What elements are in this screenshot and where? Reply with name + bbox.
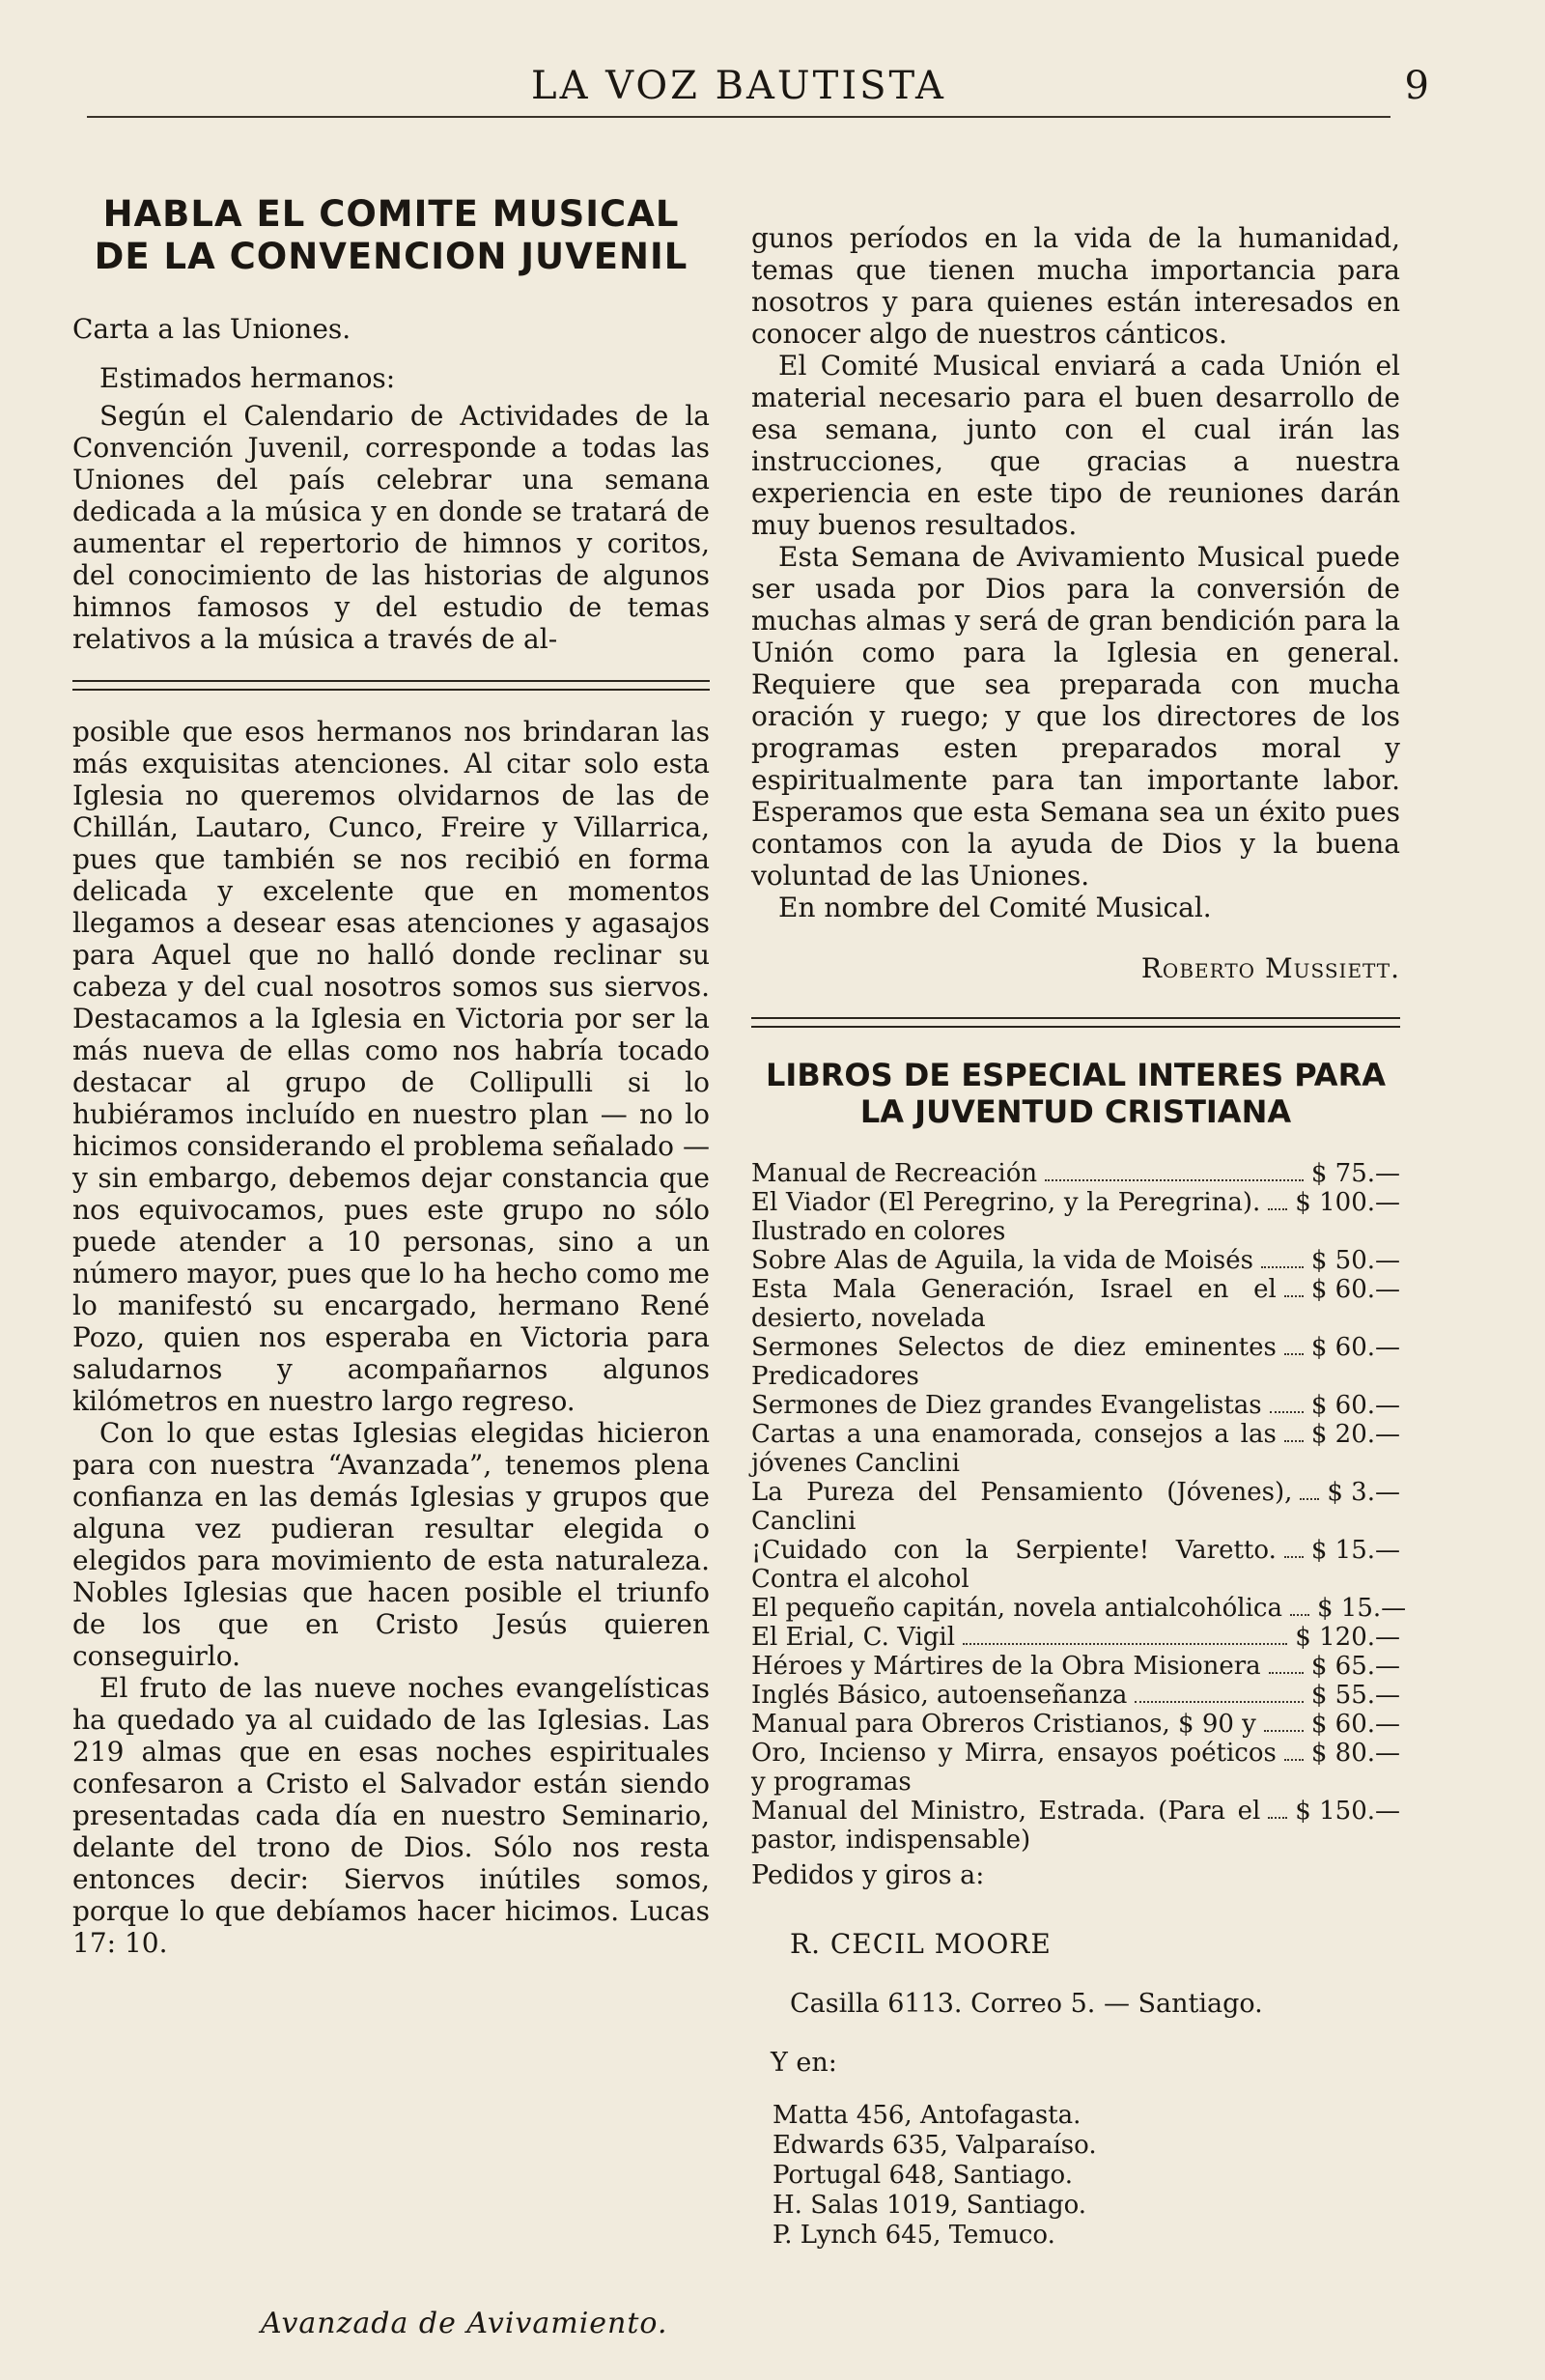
address-item: H. Salas 1019, Santiago. xyxy=(772,2191,1087,2220)
leader-dots xyxy=(1268,1208,1287,1210)
book-price: $ 75.— xyxy=(1310,1159,1400,1188)
book-title: Sobre Alas de Aguila, la vida de Moisés xyxy=(751,1246,1253,1275)
book-price: $ 60.— xyxy=(1310,1710,1400,1739)
book-item xyxy=(751,1710,1400,1739)
leader-dots xyxy=(1290,1614,1309,1616)
left-column xyxy=(72,193,710,1959)
letter-paragraph-continued: gunos períodos en la vida de la humanidad, temas que tienen mucha importancia para nosotros y para quienes están interesados en conocer algo de nuestros cánticos. xyxy=(751,222,1400,350)
signature: Roberto Mussiett. xyxy=(1140,952,1400,984)
book-price: $ 3.— xyxy=(1327,1478,1400,1507)
book-item xyxy=(751,1478,1400,1536)
salutation: Carta a las Uniones. xyxy=(72,313,351,345)
book-title: Cartas a una enamorada, consejos a las jóvenes Canclini xyxy=(751,1420,1277,1478)
leader-dots xyxy=(1269,1672,1304,1674)
running-header xyxy=(87,58,1429,118)
book-price: $ 60.— xyxy=(1310,1391,1400,1420)
leader-dots xyxy=(1264,1730,1304,1732)
book-price: $ 80.— xyxy=(1310,1739,1400,1768)
book-item xyxy=(751,1797,1400,1855)
book-item xyxy=(751,1159,1400,1188)
article-title: HABLA EL COMITE MUSICAL DE LA CONVENCION JUVENIL xyxy=(94,193,688,277)
book-title: Manual de Recreación xyxy=(751,1159,1038,1188)
book-price: $ 60.— xyxy=(1310,1333,1400,1362)
publication-title: LA VOZ BAUTISTA xyxy=(531,64,946,108)
book-item xyxy=(751,1420,1400,1478)
book-title: El pequeño capitán, novela antialcohólica xyxy=(751,1594,1282,1623)
book-item xyxy=(751,1188,1400,1246)
leader-dots xyxy=(1284,1759,1304,1761)
book-item xyxy=(751,1739,1400,1797)
right-column xyxy=(751,193,1407,2251)
book-price: $ 60.— xyxy=(1310,1275,1400,1304)
leader-dots xyxy=(1284,1556,1304,1558)
books-title: LIBROS DE ESPECIAL INTERES PARA LA JUVENTUD CRISTIANA xyxy=(766,1057,1386,1130)
book-title: Sermones Selectos de diez eminentes Predicadores xyxy=(751,1333,1277,1391)
contact-name: R. CECIL MOORE xyxy=(790,1928,1052,1960)
book-title: Sermones de Diez grandes Evangelistas xyxy=(751,1391,1262,1420)
book-price: $ 50.— xyxy=(1310,1246,1400,1275)
leader-dots xyxy=(1284,1353,1304,1355)
book-title: Manual del Ministro, Estrada. (Para el pastor, indispensable) xyxy=(751,1797,1261,1855)
book-price: $ 120.— xyxy=(1295,1623,1400,1652)
greeting: Estimados hermanos: xyxy=(99,362,396,394)
article-paragraph-4: El fruto de las nueve noches evangelísticas ha quedado ya al cuidado de las Iglesias. Las 219 almas que en esas noches espirituales confesaron a Cristo el Salvador están siendo presentadas cada día en nuestro Seminario, delante del trono de Dios. Sólo nos resta entonces decir: Siervos inútiles somos, porque lo que debíamos hacer hicimos. Lucas 17: 10. xyxy=(72,1672,710,1959)
book-title: Esta Mala Generación, Israel en el desierto, novelada xyxy=(751,1275,1277,1333)
book-item xyxy=(751,1275,1400,1333)
book-item xyxy=(751,1391,1400,1420)
book-title: Manual para Obreros Cristianos, $ 90 y xyxy=(751,1710,1256,1739)
book-item xyxy=(751,1681,1400,1710)
book-price: $ 20.— xyxy=(1310,1420,1400,1449)
leader-dots xyxy=(1284,1295,1304,1297)
article-paragraph-1: Según el Calendario de Actividades de la Convención Juvenil, corresponde a todas las Uniones del país celebrar una semana dedicada a la música y en donde se tratará de aumentar el repertorio de himnos y coritos, del conocimiento de las historias de algunos himnos famosos y del estudio de temas relativos a la música a través de al- xyxy=(72,400,710,655)
book-list xyxy=(751,1159,1407,1855)
book-title: Inglés Básico, autoenseñanza xyxy=(751,1681,1128,1710)
leader-dots xyxy=(1045,1179,1304,1181)
address-item: Edwards 635, Valparaíso. xyxy=(772,2131,1097,2160)
letter-paragraph-3: Esta Semana de Avivamiento Musical puede ser usada por Dios para la conversión de muchas almas y será de gran bendición para la Unión como para la Iglesia en general. Requiere que sea preparada con mucha oración y ruego; y que los directores de los programas esten preparados moral y espiritualmente para tan importante labor. Esperamos que esta Semana sea un éxito pues contamos con la ayuda de Dios y la buena voluntad de las Uniones. xyxy=(751,541,1400,892)
book-price: $ 15.— xyxy=(1316,1594,1407,1623)
leader-dots xyxy=(963,1643,1287,1645)
book-price: $ 55.— xyxy=(1310,1681,1400,1710)
book-price: $ 65.— xyxy=(1310,1652,1400,1681)
address-list xyxy=(772,2101,1400,2251)
section-divider xyxy=(751,1017,1400,1028)
column-divider xyxy=(72,680,710,691)
address-item: P. Lynch 645, Temuco. xyxy=(772,2221,1055,2250)
also-at-label: Y en: xyxy=(771,2048,837,2078)
page-number: 9 xyxy=(1404,64,1429,108)
book-item xyxy=(751,1594,1407,1623)
book-title: Oro, Incienso y Mirra, ensayos poéticos y programas xyxy=(751,1739,1277,1797)
leader-dots xyxy=(1135,1701,1303,1703)
book-title: El Viador (El Peregrino, y la Peregrina). Ilustrado en colores xyxy=(751,1188,1261,1246)
leader-dots xyxy=(1300,1498,1319,1500)
leader-dots xyxy=(1284,1440,1304,1442)
book-item xyxy=(751,1246,1400,1275)
article-paragraph-2: posible que esos hermanos nos brindaran las más exquisitas atenciones. Al citar solo esta Iglesia no queremos olvidarnos de las de Chillán, Lautaro, Cunco, Freire y Villarrica, pues que también se nos recibió en forma delicada y excelente que en momentos llegamos a desear esas atenciones y agasajos para Aquel que no halló donde reclinar su cabeza y del cual nosotros somos sus siervos. Destacamos a la Iglesia en Victoria por ser la más nueva de ellas como nos habría tocado destacar al grupo de Collipulli si lo hubiéramos incluído en nuestro plan — no lo hicimos considerando el problema señalado — y sin embargo, debemos dejar constancia que nos equivocamos, pues este grupo no sólo puede atender a 10 personas, sino a un número mayor, pues que lo ha hecho como me lo manifestó su encargado, hermano René Pozo, quien nos esperaba en Victoria para saludarnos y acompañarnos algunos kilómetros en nuestro largo regreso. xyxy=(72,716,710,1417)
book-item xyxy=(751,1652,1400,1681)
letter-paragraph-2: El Comité Musical enviará a cada Unión el material necesario para el buen desarrollo de esa semana, junto con el cual irán las instrucciones, que gracias a nuestra experiencia en este tipo de reuniones darán muy buenos resultados. xyxy=(751,350,1400,541)
closing-signature: Avanzada de Avivamiento. xyxy=(261,2307,668,2340)
book-price: $ 150.— xyxy=(1295,1797,1400,1826)
book-price: $ 15.— xyxy=(1310,1536,1400,1565)
address-item: Matta 456, Antofagasta. xyxy=(772,2101,1082,2130)
book-title: Héroes y Mártires de la Obra Misionera xyxy=(751,1652,1261,1681)
book-title: La Pureza del Pensamiento (Jóvenes), Canclini xyxy=(751,1478,1293,1536)
contact-address: Casilla 6113. Correo 5. — Santiago. xyxy=(790,1989,1263,2019)
book-item xyxy=(751,1333,1400,1391)
leader-dots xyxy=(1268,1817,1287,1819)
leader-dots xyxy=(1261,1266,1304,1268)
address-item: Portugal 648, Santiago. xyxy=(772,2161,1074,2190)
leader-dots xyxy=(1270,1411,1304,1413)
book-price: $ 100.— xyxy=(1295,1188,1400,1217)
book-title: El Erial, C. Vigil xyxy=(751,1623,956,1652)
article-paragraph-3: Con lo que estas Iglesias elegidas hicieron para con nuestra “Avanzada”, tenemos plena confianza en las demás Iglesias y grupos que alguna vez pudieran resultar elegida o elegidos para movimiento de esta naturaleza. Nobles Iglesias que hacen posible el triunfo de los que en Cristo Jesús quieren conseguirlo. xyxy=(72,1417,710,1672)
book-item xyxy=(751,1536,1400,1594)
orders-line: Pedidos y giros a: xyxy=(751,1860,985,1890)
book-item xyxy=(751,1623,1400,1652)
letter-paragraph-4: En nombre del Comité Musical. xyxy=(778,892,1212,923)
book-title: ¡Cuidado con la Serpiente! Varetto. Contra el alcohol xyxy=(751,1536,1277,1594)
